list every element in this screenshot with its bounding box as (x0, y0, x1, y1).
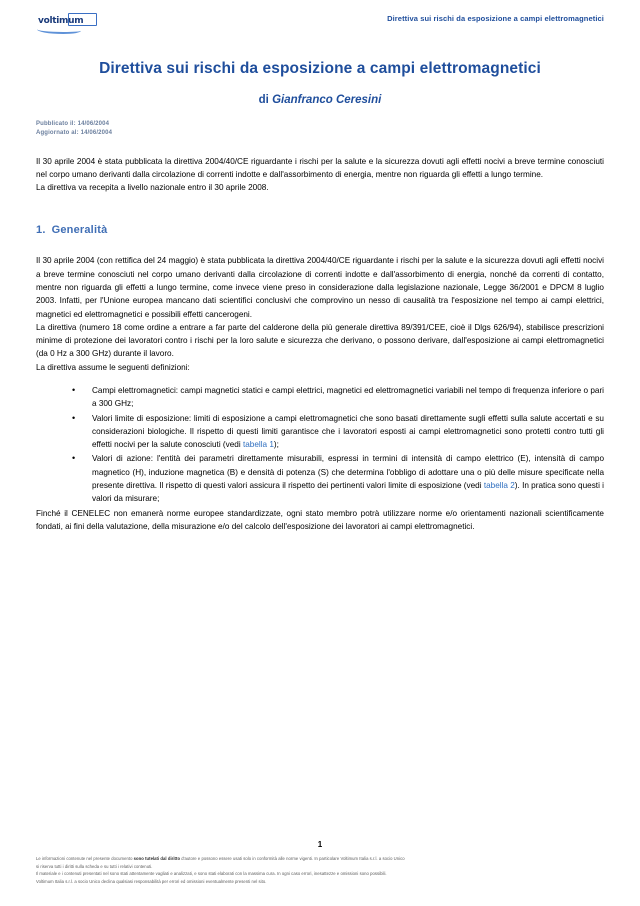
tabella-1-link[interactable]: tabella 1 (242, 440, 274, 450)
intro-paragraph-2: La direttiva va recepita a livello nazionale entro il 30 aprile 2008. (36, 183, 269, 193)
published-date: Pubblicato il: 14/06/2004 (36, 121, 110, 127)
intro-paragraph-1: Il 30 aprile 2004 è stata pubblicata la direttiva 2004/40/CE riguardante i rischi per la salute e la sicurezza dovuti agli effetti nocivi a breve termine conosciuti nel corpo umano derivanti dalla circolazione di correnti indotte e dall'assorbimento di energia, mentre non riguarda gli effetti a lungo termine. (36, 156, 604, 179)
definition-text: Campi elettromagnetici: campi magnetici statici e campi elettrici, magnetici ed elettromagnetici variabili nel tempo di frequenza inferiore o pari a 300 GHz; (92, 385, 604, 409)
author-name: Gianfranco Ceresini (272, 94, 382, 106)
list-item (72, 412, 604, 452)
logo-swoosh-shape (37, 26, 81, 34)
running-header-title: Direttiva sui rischi da esposizione a campi elettromagnetici (387, 14, 604, 23)
section1-paragraph-2: La direttiva (numero 18 come ordine a entrare a far parte del calderone della più generale direttiva 89/391/CEE, cioè il Dlgs 626/94), stabilisce prescrizioni minime di protezione dei lavoratori contro i rischi per la loro salute e sicurezza che derivano, o possono derivare, dall'esposizione ai campi elettromagnetici (da 0 Hz a 300 GHz) durante il lavoro. (36, 322, 604, 359)
byline (36, 94, 604, 106)
voltimum-logo[interactable] (36, 12, 98, 32)
list-item (72, 452, 604, 505)
definitions-list (36, 384, 604, 506)
legal-disclaimer (36, 855, 604, 886)
updated-date: Aggiornato al: 14/06/2004 (36, 130, 113, 137)
section-heading-generalita (36, 224, 604, 236)
section-title: Generalità (51, 224, 108, 237)
legal-text-a: Le informazioni contenute nel presente documento (36, 855, 134, 861)
legal-line-3: Il materiale e i contenuti presentati nel sono stati attentamente vagliati e analizzati, e sono stati elaborati con la massima cura. In ogni caso errori, inesattezze e omissioni sono possibili. (36, 871, 387, 877)
legal-line-1 (36, 855, 604, 863)
definition-text-tail: ). In pratica sono questi i valori da misurare; (92, 480, 604, 504)
definition-text: Valori limite di esposizione: limiti di esposizione a campi elettromagnetici che sono basati direttamente sugli effetti sulla salute accertati e su considerazioni biologiche. Il rispetto di questi limiti garantisce che i lavoratori esposti ai campi elettromagnetici sono protetti contro tutti gli effetti nocivi per la salute conosciuti (vedi (92, 413, 604, 450)
byline-prefix: di (258, 94, 273, 106)
legal-text-bold: sono tutelati dal diritto (133, 855, 181, 861)
section1-paragraph-4: Finché il CENELEC non emanerà norme europee standardizzate, ogni stato membro potrà utilizzare norme e/o orientamenti nazionali scientificamente fondati, ai fini della valutazione, della misurazione e/o del calcolo dell'esposizione dei lavoratori ai campi elettromagnetici. (36, 508, 604, 531)
section-1-body (36, 254, 604, 533)
legal-line-2: si riserva tutti i diritti sulla scheda e su tutti i relativi contenuti. (36, 863, 153, 869)
list-item (72, 384, 604, 411)
definition-text-tail: ); (273, 440, 279, 450)
intro-block (36, 155, 604, 195)
tabella-2-link[interactable]: tabella 2 (483, 480, 515, 490)
section-number: 1. (36, 224, 46, 237)
legal-text-c: d'autore e possono essere usati solo in conformità alle norme vigenti. In particolare Voltimum Italia s.r.l. a socio Unico (180, 855, 405, 861)
page-header (36, 0, 604, 50)
publication-meta (36, 120, 604, 139)
page-title: Direttiva sui rischi da esposizione a campi elettromagnetici (99, 60, 541, 77)
page-number: 1 (317, 839, 323, 849)
section1-paragraph-3: La direttiva assume le seguenti definizioni: (36, 362, 190, 372)
definition-text: Valori di azione: l'entità dei parametri direttamente misurabili, espressi in termini di intensità di campo elettrico (E), intensità di campo magnetico (H), induzione magnetica (B) e densità di potenza (S) che determina l'obbligo di adottare una o più delle misure specificate nella presente direttiva. Il rispetto di questi valori assicura il rispetto dei pertinenti valori limite di esposizione (vedi (92, 454, 604, 490)
section1-paragraph-1: Il 30 aprile 2004 (con rettifica del 24 maggio) è stata pubblicata la direttiva 2004/40/CE riguardante i rischi per la salute e la sicurezza dovuti agli effetti nocivi a breve termine conosciuti nel corpo umano derivanti dalla circolazione di correnti indotte e dall'assorbimento di energia, nonché da correnti di contatto, mentre non riguarda gli effetti a lungo termine, come invece viene preso in considerazione dalla legislazione nazionale, Legge 36/2001 e DPCM 8 luglio 2003. Infatti, per l'Unione europea mancano dati scientifici conclusivi che comprovino un nesso di causalità tra l'esposizione nel tempo ai campi elettrici, magnetici ed elettromagnetici e possibili effetti cancerogeni. (36, 256, 604, 319)
page-footer (36, 840, 604, 886)
legal-line-4: Voltimum Italia s.r.l. a socio Unico declina qualsiasi responsabilità per errori ed omissioni eventualmente presenti nel sito. (36, 879, 267, 885)
logo-wordmark: voltimum (38, 16, 84, 26)
